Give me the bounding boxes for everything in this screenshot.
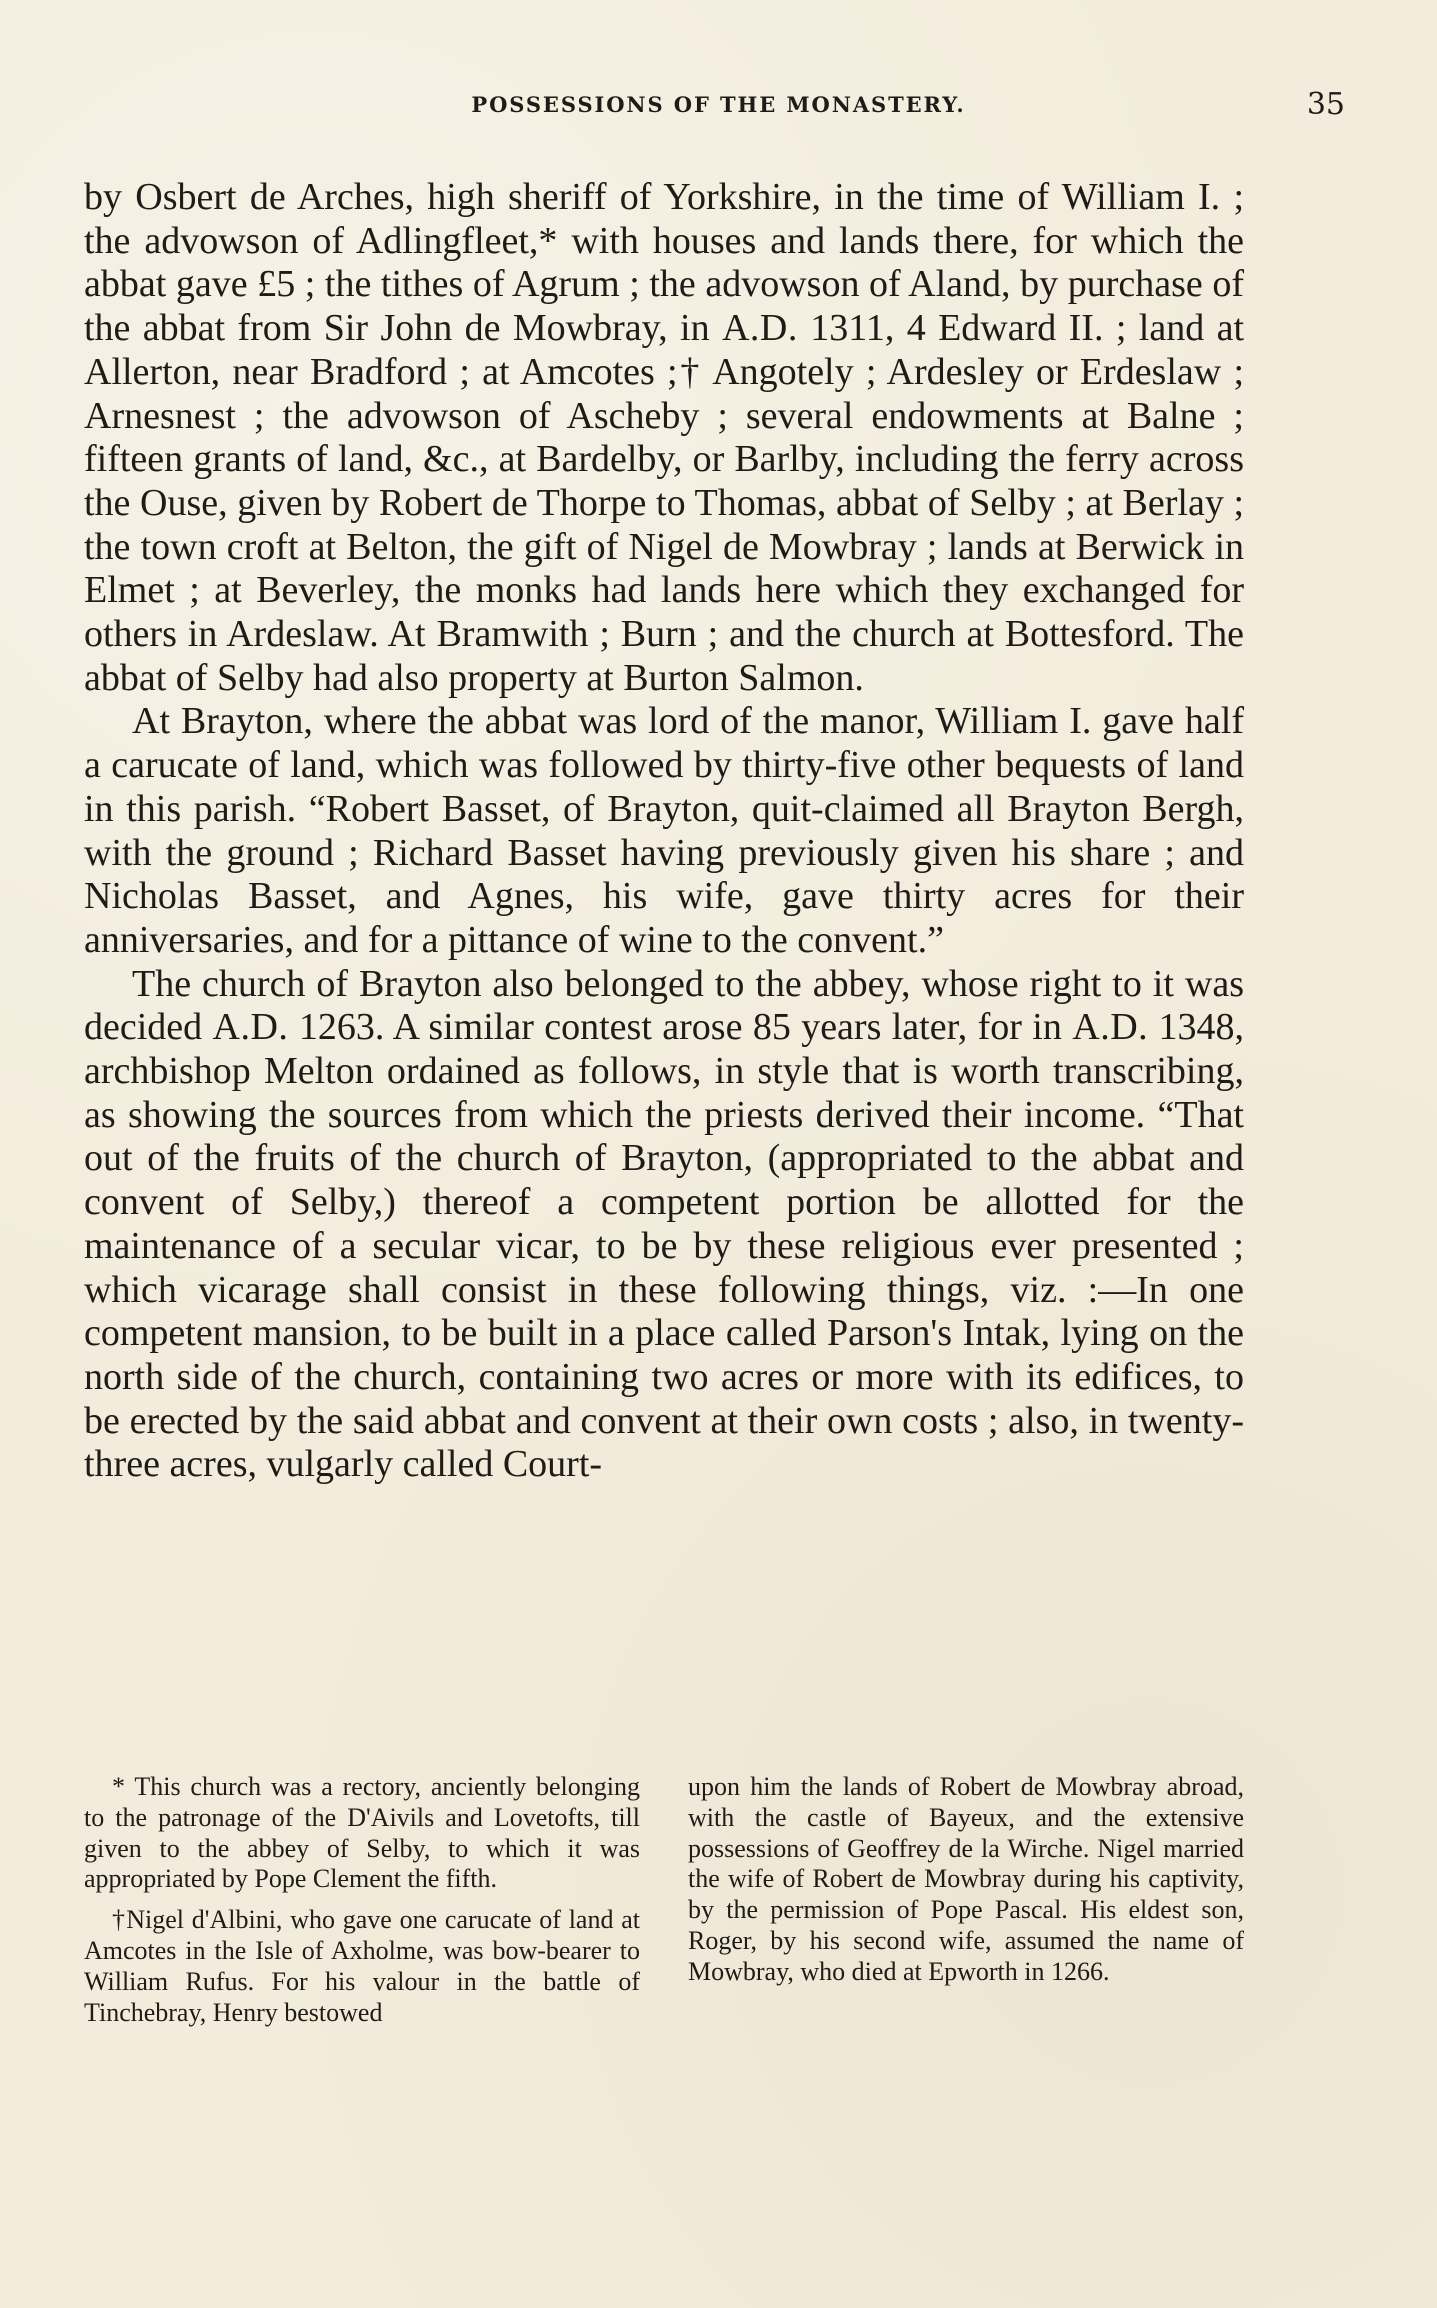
paragraph-3 — [84, 963, 1244, 1487]
footnote-column-right — [688, 1772, 1244, 1988]
paragraph-3-text-b: 1263. A similar contest arose 85 years later, for in — [288, 1006, 1073, 1049]
paragraph-3-text-a: The church of Brayton also belonged to the abbey, whose right to it was decided — [84, 962, 1244, 1049]
footnote-2: †Nigel d'Albini, who gave one carucate of land at Amcotes in the Isle of Axholme, was bow-bearer to William Rufus. For his valour in the battle of Tinchebray, Henry bestowed — [84, 1905, 640, 2027]
page-number: 35 — [1306, 87, 1345, 122]
main-text — [84, 176, 1244, 1487]
ad-marker: A.D. — [1072, 1006, 1149, 1049]
paragraph-1-text-b: 1311, 4 Edward II. ; land at Allerton, near Bradford ; at Amcotes ;† Angotely ; Ardesley or Erdeslaw ; Arnesnest ; the advowson of Ascheby ; several endowments at Balne ; fifteen grants of land, &c., at Bardelby, or Barlby, including the ferry across the Ouse, given by Robert de Thorpe to Thomas, abbat of Selby ; at Berlay ; the town croft at Belton, the gift of Nigel de Mowbray ; lands at Berwick in Elmet ; at Beverley, the monks had lands here which they exchanged for others in Ardeslaw. At Bramwith ; Burn ; and the church at Bottesford. The abbat of Selby had also property at Burton Salmon. — [84, 307, 1244, 699]
paragraph-2: At Brayton, where the abbat was lord of the manor, William I. gave half a carucate of land, which was followed by thirty-five other bequests of land in this parish. “Robert Basset, of Brayton, quit-claimed all Brayton Bergh, with the ground ; Richard Basset having previously given his share ; and Nicholas Basset, and Agnes, his wife, gave thirty acres for their anniversaries, and for a pittance of wine to the convent.” — [84, 700, 1244, 961]
paragraph-3-text-c: 1348, archbishop Melton ordained as follows, in style that is worth transcribing, as showing the sources from which the priests derived their income. “That out of the fruits of the church of Brayton, (appropriated to the abbat and convent of Selby,) thereof a competent portion be allotted for the maintenance of a secular vicar, to be by these religious ever presented ; which vicarage shall consist in these following things, viz. :—In one competent mansion, to be built in a place called Parson's Intak, lying on the north side of the church, containing two acres or more with its edifices, to be erected by the said abbat and convent at their own costs ; also, in twenty-three acres, vulgarly called Court- — [84, 1006, 1245, 1486]
paragraph-1 — [84, 176, 1244, 700]
footnote-2-continued: upon him the lands of Robert de Mowbray abroad, with the castle of Bayeux, and the extensive possessions of Geoffrey de la Wirche. Nigel married the wife of Robert de Mowbray during his captivity, by the permission of Pope Pascal. His eldest son, Roger, by his second wife, assumed the name of Mowbray, who died at Epworth in 1266. — [688, 1772, 1244, 1986]
paragraph-1-text-a: by Osbert de Arches, high sheriff of Yorkshire, in the time of William I. ; the advowson of Adlingfleet,* with houses and lands there, for which the abbat gave £5 ; the tithes of Agrum ; the advowson of Aland, by purchase of the abbat from Sir John de Mowbray, in — [84, 176, 1244, 350]
footnotes — [84, 1772, 1244, 2132]
running-head — [84, 87, 1353, 132]
running-title: POSSESSIONS OF THE MONASTERY. — [471, 92, 966, 117]
footnote-1: * This church was a rectory, anciently belonging to the patronage of the D'Aivils and Lovetofts, till given to the abbey of Selby, to which it was appropriated by Pope Clement the fifth. — [84, 1772, 640, 1894]
ad-marker: A.D. — [721, 307, 798, 350]
ad-marker: A.D. — [212, 1006, 289, 1049]
footnote-column-left — [84, 1772, 640, 2028]
